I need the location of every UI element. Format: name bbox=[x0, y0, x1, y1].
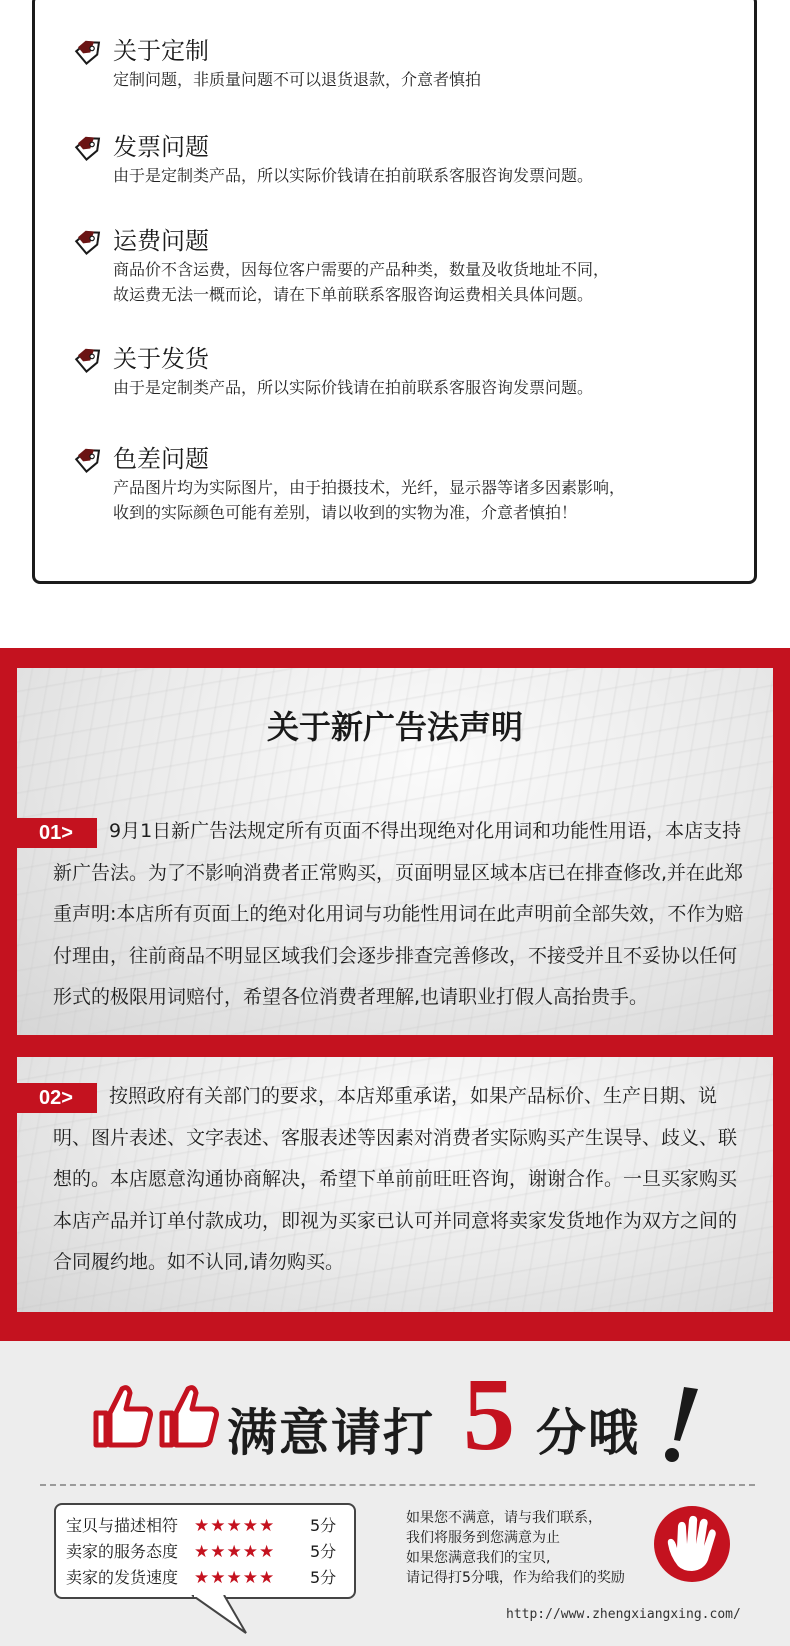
website-url[interactable]: http://www.zhengxiangxing.com/ bbox=[506, 1607, 741, 1622]
notice-body bbox=[113, 163, 593, 188]
speech-bubble-tail bbox=[190, 1595, 250, 1635]
notice-line: 收到的实际颜色可能有差别，请以收到的实物为准，介意者慎拍！ bbox=[113, 503, 578, 522]
slogan-number: 5 bbox=[463, 1357, 515, 1472]
thumbs-up-icon bbox=[156, 1381, 220, 1451]
stop-hand-icon bbox=[652, 1504, 732, 1584]
notice-body bbox=[113, 375, 593, 400]
ad-law-section bbox=[0, 648, 790, 1341]
law-panel-1 bbox=[17, 668, 773, 1035]
rating-section bbox=[0, 1341, 790, 1646]
star-rating: ★★★★★ bbox=[194, 1516, 276, 1536]
tag-icon bbox=[71, 129, 107, 165]
notice-box bbox=[32, 0, 757, 584]
feedback-line: 我们将服务到您满意为止 bbox=[406, 1530, 560, 1546]
score-points: 5分 bbox=[310, 1568, 337, 1587]
tag-icon bbox=[71, 223, 107, 259]
feedback-line: 如果您不满意，请与我们联系， bbox=[406, 1510, 602, 1526]
score-row bbox=[66, 1565, 336, 1591]
dashed-divider bbox=[40, 1484, 755, 1486]
feedback-message bbox=[406, 1508, 625, 1588]
notice-title: 运费问题 bbox=[113, 227, 209, 255]
notice-title: 关于发货 bbox=[113, 345, 209, 373]
tag-icon bbox=[71, 341, 107, 377]
tag-icon bbox=[71, 33, 107, 69]
score-label: 卖家的服务态度 bbox=[66, 1542, 179, 1561]
score-label: 宝贝与描述相符 bbox=[66, 1516, 179, 1535]
law-heading: 关于新广告法声明 bbox=[266, 708, 523, 746]
notice-line: 定制问题，非质量问题不可以退货退款，介意者慎拍 bbox=[113, 70, 482, 89]
feedback-line: 请记得打5分哦，作为给我们的奖励 bbox=[406, 1570, 625, 1586]
slogan-text: 满意请打 bbox=[227, 1404, 435, 1462]
notice-line: 由于是定制类产品，所以实际价钱请在拍前联系客服咨询发票问题。 bbox=[113, 378, 594, 397]
notice-line: 由于是定制类产品，所以实际价钱请在拍前联系客服咨询发票问题。 bbox=[113, 166, 594, 185]
shop-score-box bbox=[54, 1503, 356, 1599]
item-number-badge: 02> bbox=[17, 1083, 97, 1113]
notice-line: 产品图片均为实际图片，由于拍摄技术，光纤，显示器等诸多因素影响， bbox=[113, 478, 626, 497]
score-points: 5分 bbox=[310, 1542, 337, 1561]
notice-title: 色差问题 bbox=[113, 445, 209, 473]
score-row bbox=[66, 1513, 336, 1539]
law-paragraph: 9月1日新广告法规定所有页面不得出现绝对化用词和功能性用语，本店支持新广告法。为了不影响消费者正常购买，页面明显区域本店已在排查修改,并在此郑重声明:本店所有页面上的绝对化用词与功能性用词在此声明前全部失效，不作为赔付理由，往前商品不明显区域我们会逐步排查完善修改，不接受并且不妥协以任何形式的极限用词赔付，希望各位消费者理解,也请职业打假人高抬贵手。 bbox=[53, 820, 744, 1008]
law-paragraph: 按照政府有关部门的要求，本店郑重承诺，如果产品标价、生产日期、说明、图片表述、文字表述、客服表述等因素对消费者实际购买产生误导、歧义、联想的。本店愿意沟通协商解决，希望下单前前旺旺咨询，谢谢合作。一旦买家购买本店产品并订单付款成功，即视为买家已认可并同意将卖家发货地作为双方之间的合同履约地。如不认同,请勿购买。 bbox=[53, 1085, 738, 1273]
notice-line: 故运费无法一概而论，请在下单前联系客服咨询运费相关具体问题。 bbox=[113, 285, 594, 304]
score-row bbox=[66, 1539, 336, 1565]
score-label: 卖家的发货速度 bbox=[66, 1568, 179, 1587]
notice-title: 关于定制 bbox=[113, 37, 209, 65]
tag-icon bbox=[71, 441, 107, 477]
thumbs-up-icon bbox=[90, 1381, 154, 1451]
notice-line: 商品价不含运费，因每位客户需要的产品种类，数量及收货地址不同， bbox=[113, 260, 610, 279]
notice-body bbox=[113, 67, 481, 92]
star-rating: ★★★★★ bbox=[194, 1568, 276, 1588]
notice-title: 发票问题 bbox=[113, 133, 209, 161]
item-number-badge: 01> bbox=[17, 818, 97, 848]
feedback-line: 如果您满意我们的宝贝, bbox=[406, 1550, 551, 1566]
law-panel-2 bbox=[17, 1057, 773, 1312]
score-points: 5分 bbox=[310, 1516, 337, 1535]
exclamation-icon bbox=[660, 1385, 700, 1465]
notice-body bbox=[113, 475, 625, 525]
star-rating: ★★★★★ bbox=[194, 1542, 276, 1562]
notice-body bbox=[113, 257, 609, 307]
slogan-suffix: 分哦 bbox=[536, 1404, 640, 1462]
